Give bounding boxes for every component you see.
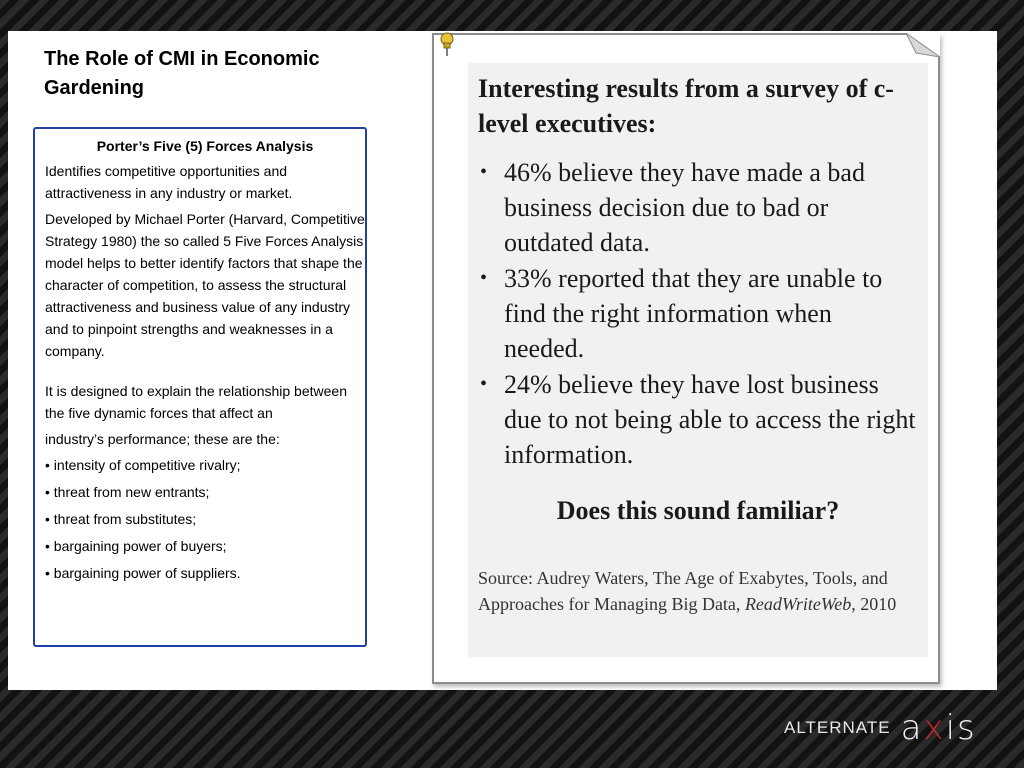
bullet-icon: • [480,267,488,289]
pinned-survey-note [432,33,940,684]
survey-item: • 24% believe they have lost business due to not being able to access the right information. [478,367,918,472]
page-curl-icon [906,33,940,57]
force-bullet: • bargaining power of buyers; [45,538,227,554]
text-box-paragraph: industry’s performance; these are the: [45,431,280,447]
alternate-axis-logo [784,710,977,746]
force-bullet: • bargaining power of suppliers. [45,565,241,581]
slide-title: The Role of CMI in Economic Gardening [44,48,320,99]
survey-item: • 46% believe they have made a bad business decision due to bad or outdated data. [478,155,918,260]
logo-brand: axis [900,708,977,748]
survey-image [468,63,928,657]
force-bullet: • threat from substitutes; [45,511,197,527]
survey-title: Interesting results from a survey of c-level executives: [478,74,894,138]
survey-source: Source: Audrey Waters, The Age of Exabytes, Tools, and Approaches for Managing Big Data, ReadWriteWeb, 2010 [478,568,897,614]
text-box-paragraph: It is designed to explain the relationship between the five dynamic forces that affect an [45,383,347,421]
force-bullet: • threat from new entrants; [45,484,210,500]
pushpin-icon [436,31,458,57]
porter-text-box [33,127,367,647]
text-box-paragraph: Developed by Michael Porter (Harvard, Competitive Strategy 1980) the so called 5 Five Forces Analysis model helps to better identify factors that shape the character of competition, to assess the structural attractiveness and business value of any industry and to pinpoint strengths and weaknesses in a company. [45,211,365,359]
text-box-heading: Porter’s Five (5) Forces Analysis [96,138,314,154]
survey-list [478,155,918,473]
text-box-paragraph: Identifies competitive opportunities and attractiveness in any industry or market. [45,163,293,201]
slide [8,31,997,690]
survey-question: Does this sound familiar? [556,496,840,525]
force-bullet: • intensity of competitive rivalry; [45,457,241,473]
logo-word: ALTERNATE [784,718,891,737]
bullet-icon: • [480,161,488,183]
survey-item: • 33% reported that they are unable to find the right information when needed. [478,261,918,366]
bullet-icon: • [480,373,488,395]
